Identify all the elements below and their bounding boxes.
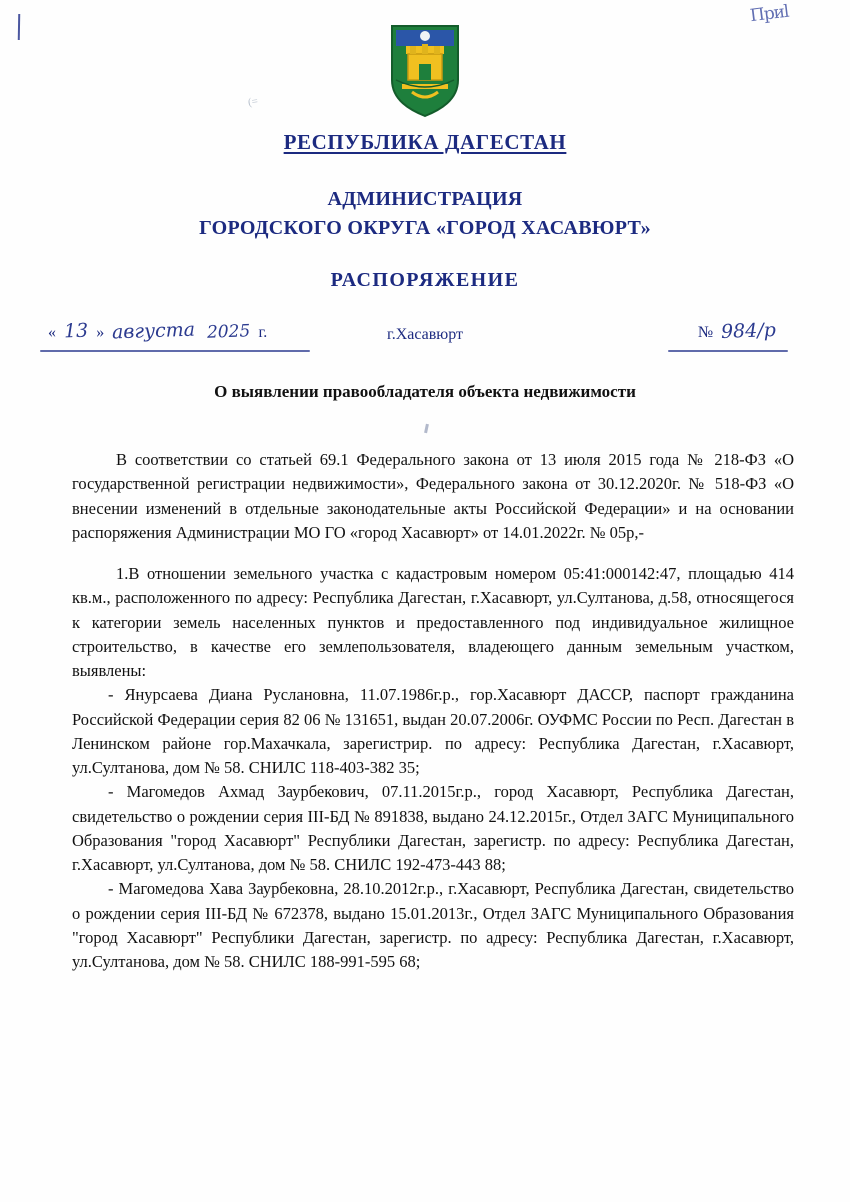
city-label: г.Хасавюрт <box>386 326 464 343</box>
number-label: № <box>697 324 714 341</box>
document-body <box>72 448 794 974</box>
date-year-suffix: г. <box>258 324 268 341</box>
document-number-field <box>698 320 780 342</box>
date-year-handwritten: 2025 <box>206 321 251 343</box>
date-underline <box>40 350 310 352</box>
ink-speck-icon <box>424 424 429 433</box>
paragraph-preamble: В соответствии со статьей 69.1 Федерального закона от 13 июля 2015 года № 218-ФЗ «О государственной регистрации недвижимости», Федерального закона от 30.12.2020г. № 518-ФЗ «О внесении изменений в отдельные законодательные акты Российской Федерации» и на основании распоряжения Администрации МО ГО «город Хасавюрт» от 14.01.2022г. № 05р,- <box>72 450 794 542</box>
faint-stamp-mark: (= <box>247 95 259 109</box>
republic-title: РЕСПУБЛИКА ДАГЕСТАН <box>283 130 567 154</box>
paragraph-person-1: - Янурсаева Диана Руслановна, 11.07.1986г.р., гор.Хасавюрт ДАССР, паспорт гражданина Российской Федерации серия 82 06 № 131651, выдан 20.07.2006г. ОУФМС России по Респ. Дагестан в Ленинском районе гор.Махачкала, зарегистрир. по адресу: Республика Дагестан, г.Хасавюрт, ул.Султанова, дом № 58. СНИЛС 118-403-382 35; <box>72 685 794 777</box>
paragraph-person-3: - Магомедова Хава Заурбековна, 28.10.2012г.р., г.Хасавюрт, Республика Дагестан, свидетельство о рождении серия III-БД № 672378, выдано 15.01.2013г., Отдел ЗАГС Муниципального Образования "город Хасавюрт" Республики Дагестан, зарегистр. по адресу: Республика Дагестан, г.Хасавюрт, ул.Султанова, дом № 58. СНИЛС 188-991-595 68; <box>72 879 794 971</box>
quote-close: » <box>96 324 105 341</box>
paragraph-person-2: - Магомедов Ахмад Заурбекович, 07.11.2015г.р., город Хасавюрт, Республика Дагестан, свидетельство о рождении серия III-БД № 891838, выдано 24.12.2015г., Отдел ЗАГС Муниципального Образования "город Хасавюрт" Республики Дагестан, зарегистр. по адресу: Республика Дагестан, г.Хасавюрт, ул.Султанова, дом № 58. СНИЛС 192-473-443 88; <box>72 782 794 874</box>
number-underline <box>668 350 788 352</box>
document-header <box>0 130 850 292</box>
quote-open: « <box>48 324 56 341</box>
date-day-handwritten: 13 <box>63 319 89 343</box>
pen-mark-icon <box>18 14 20 40</box>
number-value-handwritten: 984/р <box>720 319 777 343</box>
date-month-handwritten: августа <box>111 318 196 344</box>
administration-line-1: АДМИНИСТРАЦИЯ <box>327 188 523 210</box>
paragraph-item-1: 1.В отношении земельного участка с кадастровым номером 05:41:000142:47, площадью 414 кв.м., расположенного по адресу: Республика Дагестан, г.Хасавюрт, ул.Султанова, д.58, относящегося к категории земель населенных пунктов и предоставленного под индивидуальное жилищное строительство, в качестве его землепользователя, владеющего данным земельным участком, выявлены: <box>72 564 794 680</box>
administration-line-2: ГОРОДСКОГО ОКРУГА «ГОРОД ХАСАВЮРТ» <box>199 217 651 239</box>
document-subject: О выявлении правообладателя объекта недвижимости <box>214 382 636 401</box>
document-type-title: РАСПОРЯЖЕНИЕ <box>330 269 520 291</box>
coat-of-arms-icon <box>388 22 462 118</box>
document-meta-row <box>0 320 850 356</box>
handwritten-scribble: Приl <box>748 1 790 27</box>
